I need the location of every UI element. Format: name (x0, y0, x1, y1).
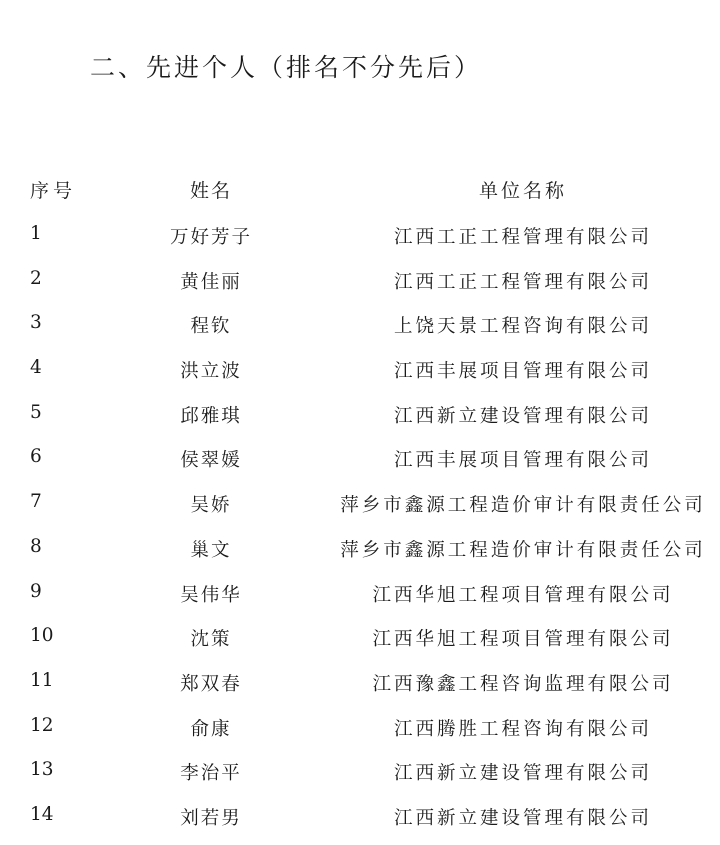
table-row (0, 398, 720, 443)
row-name: 刘若男 (180, 807, 242, 829)
row-name: 李治平 (180, 763, 242, 785)
honoree-list (0, 219, 720, 845)
row-unit: 江西新立建设管理有限公司 (393, 807, 653, 829)
row-unit: 江西豫鑫工程咨询监理有限公司 (372, 673, 674, 695)
row-number: 9 (30, 580, 42, 602)
row-unit: 江西新立建设管理有限公司 (393, 405, 653, 427)
row-unit: 江西丰展项目管理有限公司 (393, 361, 653, 383)
column-header-number: 序号 (30, 180, 77, 202)
row-number: 8 (30, 535, 42, 557)
row-name: 吴伟华 (180, 584, 242, 606)
table-row (0, 264, 720, 309)
row-number: 14 (30, 803, 54, 825)
row-number: 5 (30, 401, 42, 423)
row-unit: 萍乡市鑫源工程造价审计有限责任公司 (340, 495, 706, 517)
row-name: 邱雅琪 (180, 405, 242, 427)
row-name: 侯翠媛 (180, 450, 242, 472)
row-number: 2 (30, 267, 42, 289)
section-heading: 二、先进个人（排名不分先后） (90, 53, 483, 82)
row-name: 沈策 (190, 629, 232, 651)
row-number: 11 (30, 669, 54, 691)
table-row (0, 487, 720, 532)
row-name: 洪立波 (180, 361, 242, 383)
row-unit: 江西华旭工程项目管理有限公司 (372, 584, 674, 606)
row-unit: 萍乡市鑫源工程造价审计有限责任公司 (340, 539, 706, 561)
table-row (0, 577, 720, 622)
row-name: 程钦 (190, 316, 232, 338)
table-row (0, 666, 720, 711)
row-unit: 江西腾胜工程咨询有限公司 (393, 718, 653, 740)
row-number: 13 (30, 759, 54, 781)
table-row (0, 532, 720, 577)
table-row (0, 308, 720, 353)
row-name: 吴娇 (190, 495, 232, 517)
table-row (0, 442, 720, 487)
row-name: 万好芳子 (169, 227, 253, 248)
table-row (0, 711, 720, 756)
table-row (0, 621, 720, 666)
row-number: 3 (30, 312, 42, 334)
row-name: 巢文 (190, 539, 232, 561)
table-header (0, 176, 720, 206)
row-name: 黄佳丽 (180, 271, 242, 293)
table-row (0, 219, 720, 264)
row-unit: 江西新立建设管理有限公司 (393, 763, 653, 785)
column-header-unit: 单位名称 (478, 180, 568, 202)
row-number: 6 (30, 446, 42, 468)
column-header-name: 姓名 (189, 180, 233, 202)
row-number: 7 (30, 491, 42, 513)
row-name: 郑双春 (180, 673, 242, 695)
row-unit: 江西华旭工程项目管理有限公司 (372, 629, 674, 651)
row-number: 4 (30, 357, 42, 379)
row-unit: 江西丰展项目管理有限公司 (393, 450, 653, 472)
row-unit: 江西工正工程管理有限公司 (393, 227, 653, 248)
row-number: 1 (30, 223, 42, 244)
row-name: 俞康 (190, 718, 232, 740)
table-row (0, 353, 720, 398)
table-row (0, 755, 720, 800)
row-number: 10 (30, 625, 54, 647)
row-unit: 上饶天景工程咨询有限公司 (393, 316, 653, 338)
row-number: 12 (30, 714, 54, 736)
row-unit: 江西工正工程管理有限公司 (393, 271, 653, 293)
